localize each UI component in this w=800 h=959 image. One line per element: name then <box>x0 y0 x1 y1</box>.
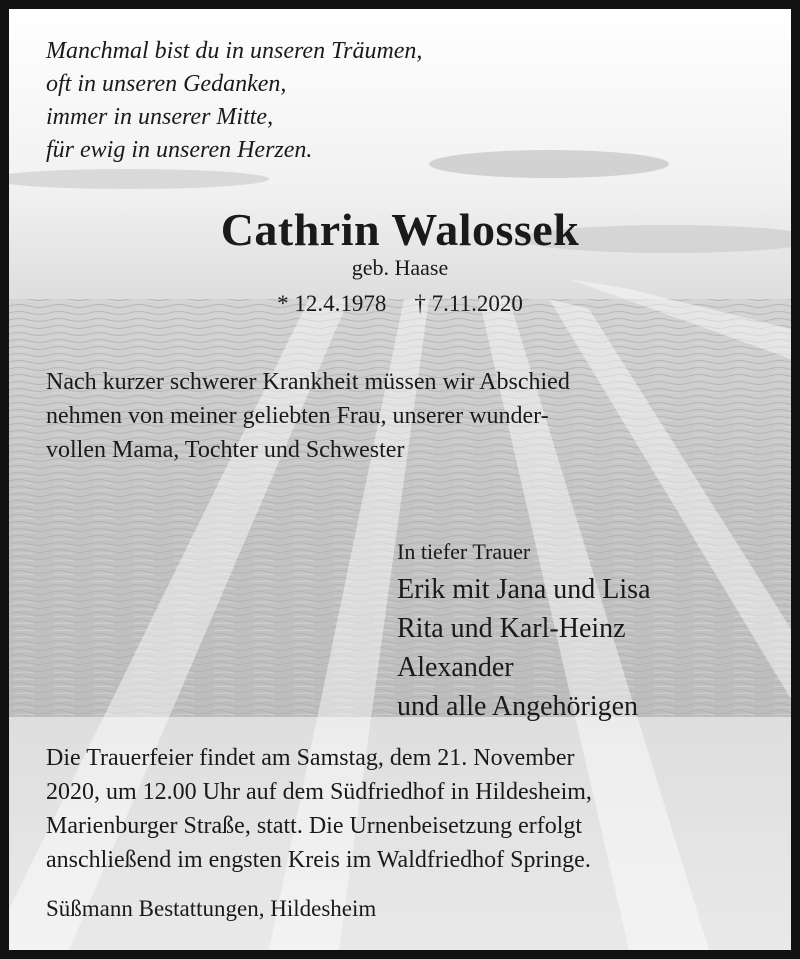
service-line: Marienburger Straße, statt. Die Urnenbeisetzung erfolgt <box>46 813 583 839</box>
mourner-name: Rita und Karl-Heinz <box>397 613 626 644</box>
service-line: 2020, um 12.00 Uhr auf dem Südfriedhof in Hildesheim, <box>46 779 592 805</box>
intro-line: Nach kurzer schwerer Krankheit müssen wir Abschied <box>46 369 570 395</box>
death-date: † 7.11.2020 <box>414 291 523 316</box>
mourner-name: Alexander <box>397 652 514 683</box>
birth-name: geb. Haase <box>351 255 449 280</box>
intro-line: nehmen von meiner geliebten Frau, unserer wunder- <box>46 403 549 429</box>
poem-line: oft in unseren Gedanken, <box>46 71 287 97</box>
deceased-name: Cathrin Walossek <box>220 204 580 255</box>
poem-line: für ewig in unseren Herzen. <box>46 137 313 163</box>
service-line: Die Trauerfeier findet am Samstag, dem 21. November <box>46 745 575 771</box>
undertaker: Süßmann Bestattungen, Hildesheim <box>46 896 377 921</box>
mourner-name: und alle Angehörigen <box>397 691 639 722</box>
birth-date: * 12.4.1978 <box>277 291 387 316</box>
life-dates <box>9 291 791 317</box>
mourner-name: Erik mit Jana und Lisa <box>397 574 651 605</box>
intro-line: vollen Mama, Tochter und Schwester <box>46 437 405 463</box>
mourners-heading: In tiefer Trauer <box>397 539 531 564</box>
service-info <box>46 741 592 877</box>
poem <box>46 35 422 167</box>
service-line: anschließend im engsten Kreis im Waldfriedhof Springe. <box>46 847 591 873</box>
intro-text <box>46 365 570 467</box>
mourners-list <box>397 570 651 726</box>
poem-line: immer in unserer Mitte, <box>46 104 274 130</box>
poem-line: Manchmal bist du in unseren Träumen, <box>46 38 423 64</box>
